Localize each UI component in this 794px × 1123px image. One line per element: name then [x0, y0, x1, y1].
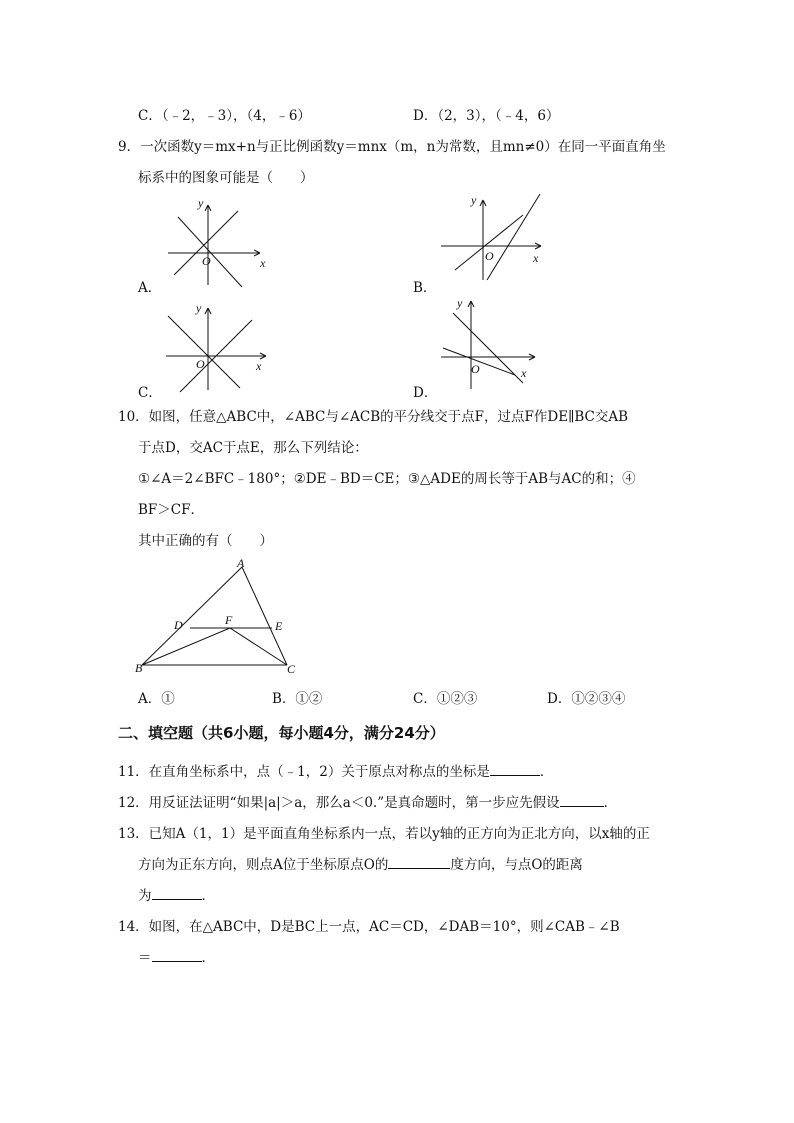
origin-label: O [196, 357, 205, 371]
q13-line2b: 度方向，与点O的距离 [450, 857, 583, 873]
line-decreasing [178, 217, 242, 287]
q10-option-d: D．①②③④ [547, 691, 626, 707]
q10-line5: 其中正确的有（ ） [138, 533, 273, 549]
y-label: y [196, 301, 202, 315]
q13-line2 [138, 853, 583, 873]
section-title: 二、填空题（共6小题，每小题4分，满分24分） [118, 724, 445, 742]
q8-option-d: D．（2，3），（﹣4，6） [413, 108, 560, 124]
q10-option-a: A．① [138, 691, 175, 707]
q11-end: ． [539, 764, 554, 780]
label-d: D [174, 618, 183, 632]
line-decreasing [168, 316, 240, 388]
q14-line1: 14．如图，在△ABC中，D是BC上一点，AC＝CD，∠DAB＝10°，则∠CAB﹣∠B [118, 919, 620, 935]
q11-blank[interactable] [490, 761, 540, 776]
q13-line1: 13．已知A（1，1）是平面直角坐标系内一点，若以y轴的正方向为正北方向，以x轴的正 [118, 826, 650, 842]
label-f: F [225, 613, 233, 627]
origin-label: O [485, 249, 494, 263]
q9-line2: 标系中的图象可能是（ ） [138, 170, 314, 186]
q14-line2b: ． [201, 950, 215, 966]
q9-graph-c [160, 298, 275, 396]
line-steep [453, 313, 523, 383]
x-label: x [260, 256, 266, 270]
y-label: y [198, 196, 204, 210]
q9-graph-b [435, 190, 550, 285]
line-steep [487, 194, 540, 280]
origin-label: O [202, 254, 211, 268]
q9-graph-a [160, 195, 275, 290]
q13-line3b: ． [201, 888, 215, 904]
q11 [118, 760, 553, 780]
x-label: x [256, 359, 262, 373]
q12-end: ． [603, 795, 618, 811]
q9-label-a: A． [138, 280, 162, 296]
x-label: x [533, 251, 539, 265]
q10-option-c: C．①②③ [413, 691, 478, 707]
q12-blank[interactable] [560, 792, 604, 807]
q14-line2 [138, 946, 215, 966]
q9-label-b: B． [413, 280, 437, 296]
q10-line4: BF＞CF． [138, 502, 204, 518]
q9-line1: 9．一次函数y＝mx+n与正比例函数y＝mnx（m，n为常数，且mn≠0）在同一平面直角坐 [118, 139, 666, 155]
q13-line2a: 方向为正东方向，则点A位于坐标原点O的 [138, 857, 389, 873]
segment-bf [142, 628, 230, 665]
label-b: B [135, 661, 143, 675]
q10-option-b: B．①② [272, 691, 323, 707]
origin-label: O [471, 362, 480, 376]
label-c: C [287, 662, 296, 676]
q10-triangle-figure [130, 555, 310, 680]
q8-option-c: C．（﹣2，﹣3），（4，﹣6） [138, 108, 311, 124]
q13-blank-direction[interactable] [388, 854, 450, 869]
q11-text: 11．在直角坐标系中，点（﹣1，2）关于原点对称点的坐标是 [118, 764, 490, 780]
q10-line1: 10．如图，任意△ABC中，∠ABC与∠ACB的平分线交于点F，过点F作DE∥BC交AB [118, 409, 629, 425]
q14-line2a: ＝ [138, 950, 152, 966]
label-e: E [275, 619, 283, 633]
label-a: A [237, 556, 245, 570]
q14-blank[interactable] [152, 947, 202, 962]
q13-blank-distance[interactable] [152, 885, 202, 900]
q12-text: 12．用反证法证明“如果|a|＞a，那么a＜0.”是真命题时，第一步应先假设 [118, 795, 560, 811]
q9-label-c: C． [138, 385, 162, 401]
q13-line3 [138, 884, 215, 904]
q9-label-d: D． [413, 385, 438, 401]
q10-line3: ①∠A＝2∠BFC﹣180°；②DE﹣BD＝CE；③△ADE的周长等于AB与AC的和；④ [138, 471, 636, 487]
q10-line2: 于点D，交AC于点E，那么下列结论： [138, 440, 368, 456]
q13-line3a: 为 [138, 888, 152, 904]
q9-graph-d [435, 293, 550, 391]
q12 [118, 791, 617, 811]
x-label: x [521, 366, 527, 380]
y-label: y [457, 296, 463, 310]
y-label: y [471, 193, 477, 207]
